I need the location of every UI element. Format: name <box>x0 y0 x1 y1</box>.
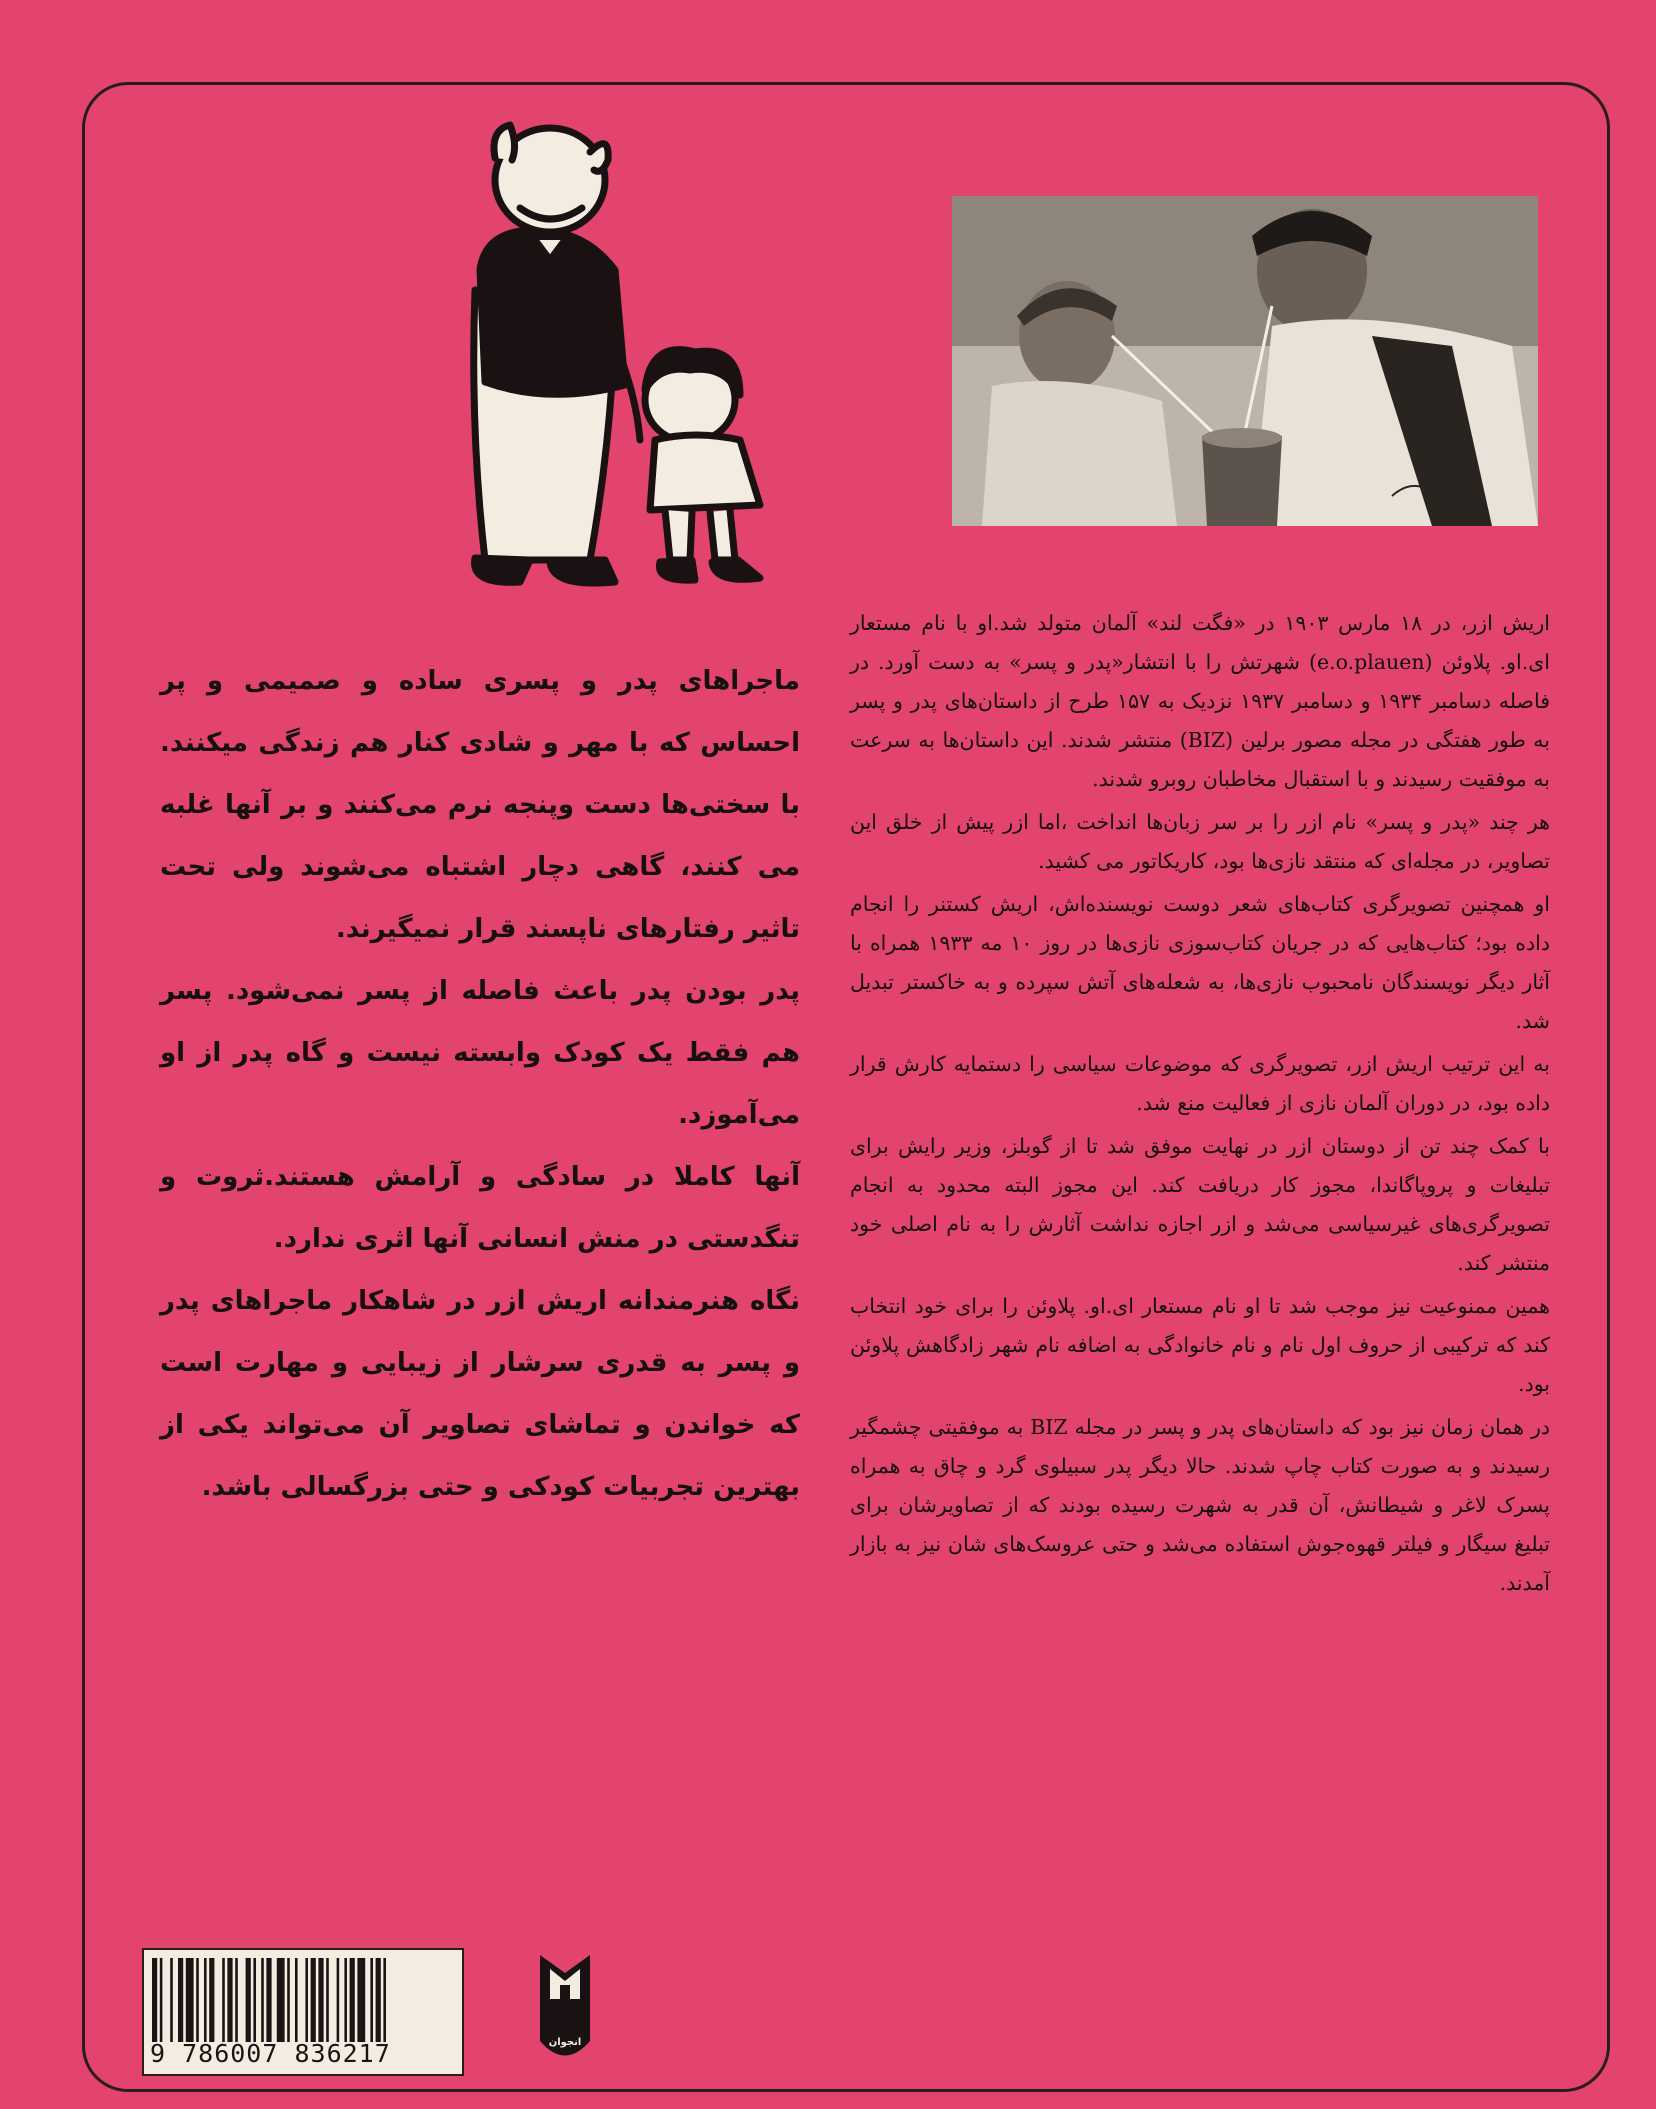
bio-paragraph-6: همین ممنوعیت نیز موجب شد تا او نام مستعار ای.او. پلاوئن را برای خود انتخاب کند که ترکیبی از حروف اول نام و نام خانوادگی به اضافه نام شهر زادگاهش پلاوئن بود. <box>850 1294 1550 1396</box>
bio-paragraph-5: با کمک چند تن از دوستان ازر در نهایت موفق شد تا از گوبلز، وزیر رایش برای تبلیغات و پروپاگاندا، مجوز کار دریافت کند. این مجوز البته محدود به انجام تصویرگری‌های غیرسیاسی می‌شد و ازر اجازه نداشت آثارش را به نام اصلی خود منتشر کند. <box>850 1134 1550 1275</box>
bio-paragraph-7: در همان زمان نیز بود که داستان‌های پدر و پسر در مجله BIZ به موفقیتی چشمگیر رسیدند و به صورت کتاب چاپ شدند. حالا دیگر پدر سبیلوی گرد و چاق به همراه پسرک لاغر و شیطانش، آن قدر به شهرت رسیده بودند که از تصاویرشان برای تبلیغ سیگار و فیلتر قهوه‌جوش استفاده می‌شد و حتی عروسک‌های شان نیز به بازار آمدند. <box>850 1415 1550 1595</box>
blurb-paragraph-1: ماجراهای پدر و پسری ساده و صمیمی و پر احساس که با مهر و شادی کنار هم زندگی میکنند. با سختی‌ها دست وپنجه نرم می‌کنند و بر آنها غلبه می کنند، گاهی دچار اشتباه می‌شوند ولی تحت تاثیر رفتارهای ناپسند قرار نمیگیرند. <box>160 666 800 944</box>
publisher-logo <box>538 1955 592 2070</box>
book-blurb <box>160 650 800 1518</box>
bio-paragraph-1: اریش ازر، در ۱۸ مارس ۱۹۰۳ در «فگت لند» آلمان متولد شد.او با نام مستعار ای.او. پلاوئن (e.o.plauen) شهرتش را با انتشار«پدر و پسر» به دست آورد. در فاصله دسامبر ۱۹۳۴ و دسامبر ۱۹۳۷ نزدیک به ۱۵۷ طرح از داستان‌های پدر و پسر به طور هفتگی در مجله مصور برلین (BIZ) منتشر شدند. این داستان‌ها به سرعت به موفقیت رسیدند و با استقبال مخاطبان روبرو شدند. <box>850 611 1551 791</box>
blurb-paragraph-3: آنها کاملا در سادگی و آرامش هستند.ثروت و تنگدستی در منش انسانی آنها اثری ندارد. <box>160 1162 800 1254</box>
father-son-illustration <box>440 120 780 595</box>
barcode-bars <box>152 1958 454 2042</box>
author-photo <box>952 196 1538 526</box>
publisher-logo-text: انجوان <box>548 2037 582 2048</box>
bio-paragraph-2: هر چند «پدر و پسر» نام ازر را بر سر زبان‌ها انداخت ،اما ازر پیش از خلق این تصاویر، در مجله‌ای که منتقد نازی‌ها بود، کاریکاتور می کشید. <box>850 810 1550 873</box>
bio-paragraph-3: او همچنین تصویرگری کتاب‌های شعر دوست نویسنده‌اش، اریش کستنر را انجام داده بود؛ کتاب‌هایی که در جریان کتاب‌سوزی نازی‌ها در روز ۱۰ مه ۱۹۳۳ همراه با آثار دیگر نویسندگان نامحبوب نازی‌ها، به شعله‌های آتش سپرده و به خاکستر تبدیل شد. <box>850 892 1550 1033</box>
isbn-digits: 9 786007 836217 <box>150 2039 391 2068</box>
biography-text <box>850 604 1550 1607</box>
isbn-barcode <box>142 1948 464 2076</box>
blurb-paragraph-2: پدر بودن پدر باعث فاصله از پسر نمی‌شود. پسر هم فقط یک کودک وابسته نیست و گاه پدر از او می‌آموزد. <box>160 976 800 1130</box>
bio-paragraph-4: به این ترتیب اریش ازر، تصویرگری که موضوعات سیاسی را دستمایه کارش قرار داده بود، در دوران آلمان نازی از فعالیت منع شد. <box>850 1052 1550 1115</box>
blurb-paragraph-4: نگاه هنرمندانه اریش ازر در شاهکار ماجراهای پدر و پسر به قدری سرشار از زیبایی و مهارت است که خواندن و تماشای تصاویر آن می‌تواند یکی از بهترین تجربیات کودکی و حتی بزرگسالی باشد. <box>160 1286 800 1502</box>
